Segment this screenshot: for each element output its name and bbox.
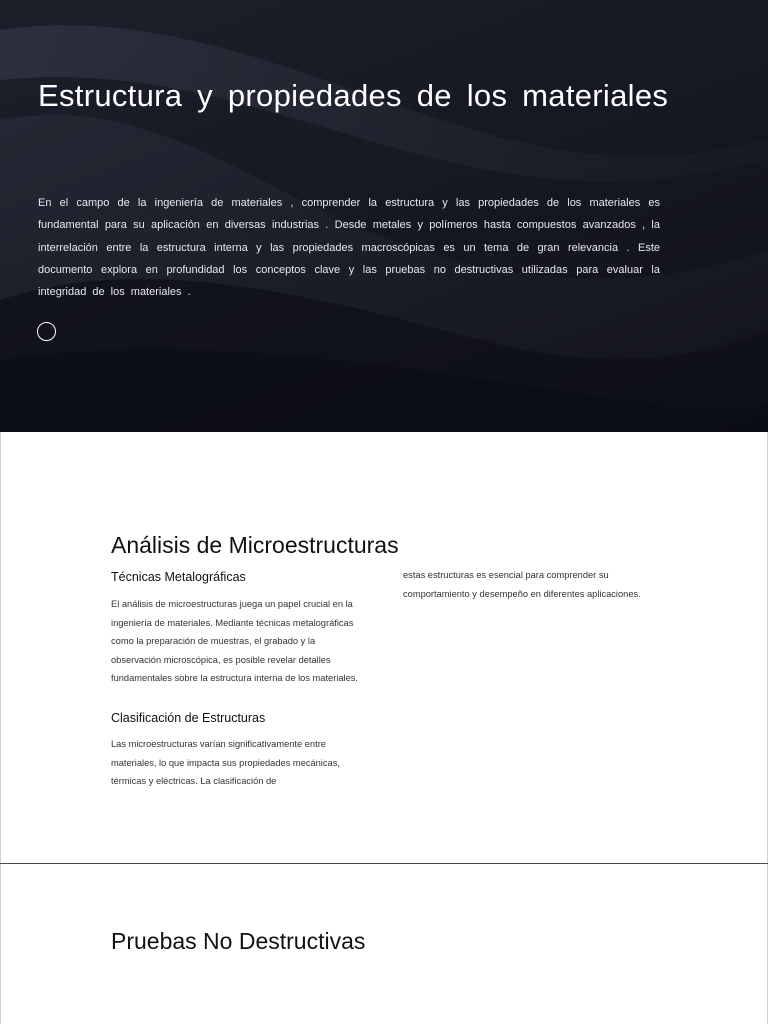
microstructures-slide (0, 432, 768, 863)
paragraph-continuation: estas estructuras es esencial para comprender su comportamiento y desempeño en diferentes aplicaciones. (403, 570, 641, 599)
subheading-classification: Clasificación de Estructuras (111, 711, 266, 725)
ndt-slide (0, 864, 768, 1024)
document-title: Estructura y propiedades de los materiales (38, 78, 669, 113)
subheading-metallographic: Técnicas Metalográficas (111, 570, 246, 584)
section-title: Análisis de Microestructuras (111, 532, 399, 558)
circle-icon (37, 322, 56, 341)
intro-paragraph: En el campo de la ingeniería de materiales , comprender la estructura y las propiedades de los materiales es fundamental para su aplicación en diversas industrias . Desde metales y polímeros hasta compuestos avanzados , la interrelación entre la estructura interna y las propiedades macroscópicas es un tema de gran relevancia . Este documento explora en profundidad los conceptos clave y las pruebas no destructivas utilizadas para evaluar la integridad de los materiales . (38, 197, 660, 299)
paragraph-metallographic: El análisis de microestructuras juega un papel crucial en la ingeniería de materiales. Mediante técnicas metalográficas como la preparación de muestras, el grabado y la observación microscópica, es posible revelar detalles fundamentales sobre la estructura interna de los materiales. (111, 599, 359, 683)
section-title-ndt: Pruebas No Destructivas (111, 928, 366, 954)
title-slide (0, 0, 768, 432)
paragraph-classification: Las microestructuras varían significativamente entre materiales, lo que impacta sus propiedades mecánicas, térmicas y eléctricas. La clasificación de (111, 739, 340, 786)
